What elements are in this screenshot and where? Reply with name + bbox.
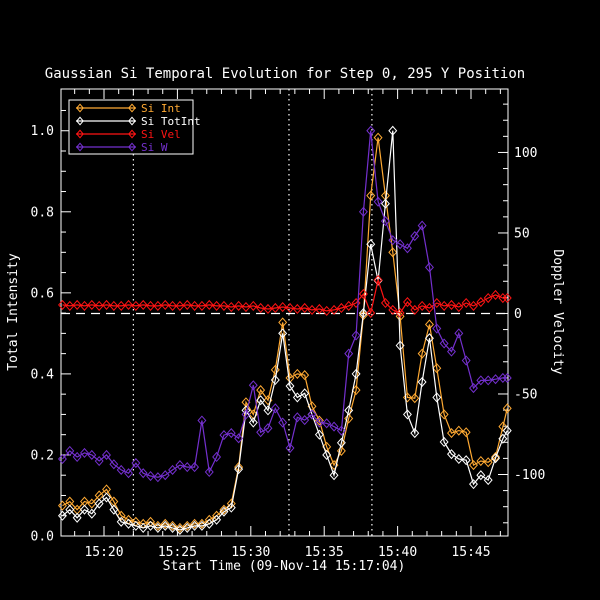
y-right-tick-label: -50: [514, 387, 538, 403]
x-tick-label: 15:45: [451, 545, 491, 560]
x-tick-label: 15:35: [304, 545, 344, 560]
legend-label-si-totint: Si TotInt: [141, 115, 201, 128]
x-axis-title: Start Time (09-Nov-14 15:17:04): [162, 559, 406, 574]
y-left-tick-label: 0.8: [30, 205, 54, 221]
y-left-tick-label: 0.0: [30, 529, 54, 545]
legend-label-si-w: Si W: [141, 141, 168, 154]
chart-layer: [31, 89, 546, 560]
y-right-tick-label: 50: [514, 226, 530, 242]
y-axis-left-title: Total Intensity: [6, 253, 21, 371]
y-right-tick-label: -100: [514, 467, 546, 483]
x-tick-label: 15:40: [378, 545, 418, 560]
series-marker-si-int: [59, 501, 67, 510]
legend-label-si-int: Si Int: [141, 102, 181, 115]
y-left-tick-label: 0.2: [30, 448, 54, 464]
y-right-tick-label: 100: [514, 145, 538, 161]
y-left-tick-label: 1.0: [30, 124, 54, 140]
x-tick-label: 15:25: [157, 545, 197, 560]
y-left-tick-label: 0.6: [30, 286, 54, 302]
x-tick-label: 15:20: [84, 545, 124, 560]
legend-label-si-vel: Si Vel: [141, 128, 181, 141]
y-left-tick-label: 0.4: [30, 367, 54, 383]
plot-title: Gaussian Si Temporal Evolution for Step 0, 295 Y Position: [44, 66, 526, 82]
y-right-tick-label: 0: [514, 306, 522, 322]
x-tick-label: 15:30: [231, 545, 271, 560]
y-axis-right-title: Doppler Velocity: [550, 249, 565, 375]
